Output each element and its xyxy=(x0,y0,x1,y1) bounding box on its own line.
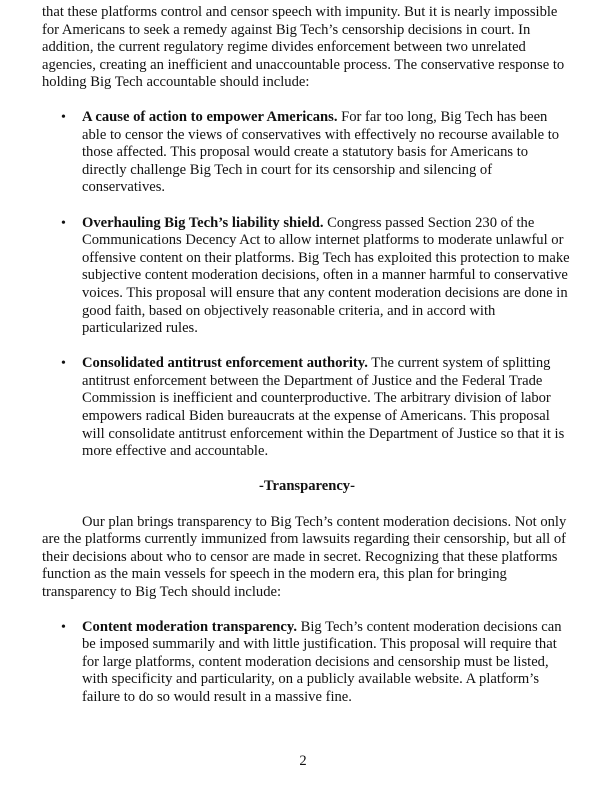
intro-paragraph: that these platforms control and censor speech with impunity. But it is nearly impossible for Americans to seek a remedy against Big Tech’s censorship decisions in court. In addition, the current regulatory regime divides enforcement between two unrelated agencies, creating an inefficient and unaccountable process. The conservative response to holding Big Tech accountable should include: xyxy=(42,4,565,91)
bullet-icon: • xyxy=(61,619,66,635)
item-body: For far too long, Big Tech has been able to censor the views of conservatives with effectively no recourse available to those affected. This proposal would create a statutory basis for Americans to directly challenge Big Tech in court for its censorship and silencing of conservatives. xyxy=(82,108,560,196)
item-body: The current system of splitting antitrust enforcement between the Department of Justice and the Federal Trade Commission is inefficient and counterproductive. The arbitrary division of labor empowers radical Biden bureaucrats at the expense of Americans. This proposal will consolidate antitrust enforcement within the Department of Justice so that it is more effective and accountable. xyxy=(82,355,565,460)
transparency-list xyxy=(42,619,572,707)
document-page xyxy=(42,4,572,724)
transparency-paragraph: Our plan brings transparency to Big Tech’s content moderation decisions. Not only are the platforms currently immunized from lawsuits regarding their censorship, but all of their decisions about who to censor are made in secret. Recognizing that these platforms function as the main vessels for speech in the modern era, this plan for bringing transparency to Big Tech should include: xyxy=(42,513,567,600)
list-item-antitrust xyxy=(42,355,572,461)
list-item-liability-shield xyxy=(42,215,572,338)
bullet-icon: • xyxy=(61,356,66,372)
item-lead: Content moderation transparency. xyxy=(82,618,297,635)
item-body: Big Tech’s content moderation decisions can be imposed summarily and with little justification. This proposal will require that for large platforms, content moderation decisions and censorship must be listed, with specificity and particularity, on a publicly available website. A platform’s failure to do so would result in a massive fine. xyxy=(82,618,562,705)
bullet-icon: • xyxy=(61,215,66,231)
accountability-list xyxy=(42,109,572,461)
bullet-icon: • xyxy=(61,109,66,125)
list-item-content-moderation-transparency xyxy=(42,619,572,707)
item-lead: Consolidated antitrust enforcement authority. xyxy=(82,355,368,372)
item-lead: A cause of action to empower Americans. xyxy=(82,108,338,125)
page-number: 2 xyxy=(299,753,307,769)
section-heading: -Transparency- xyxy=(259,478,355,495)
item-lead: Overhauling Big Tech’s liability shield. xyxy=(82,214,324,231)
list-item-cause-of-action xyxy=(42,109,572,197)
item-body: Congress passed Section 230 of the Communications Decency Act to allow internet platforms to moderate unlawful or offensive content on their platforms. Big Tech has exploited this protection to make subjective content moderation decisions, often in a manner harmful to conservative voices. This proposal will ensure that any content moderation decisions are done in good faith, based on objectively reasonable criteria, and in accord with particularized rules. xyxy=(82,214,570,337)
